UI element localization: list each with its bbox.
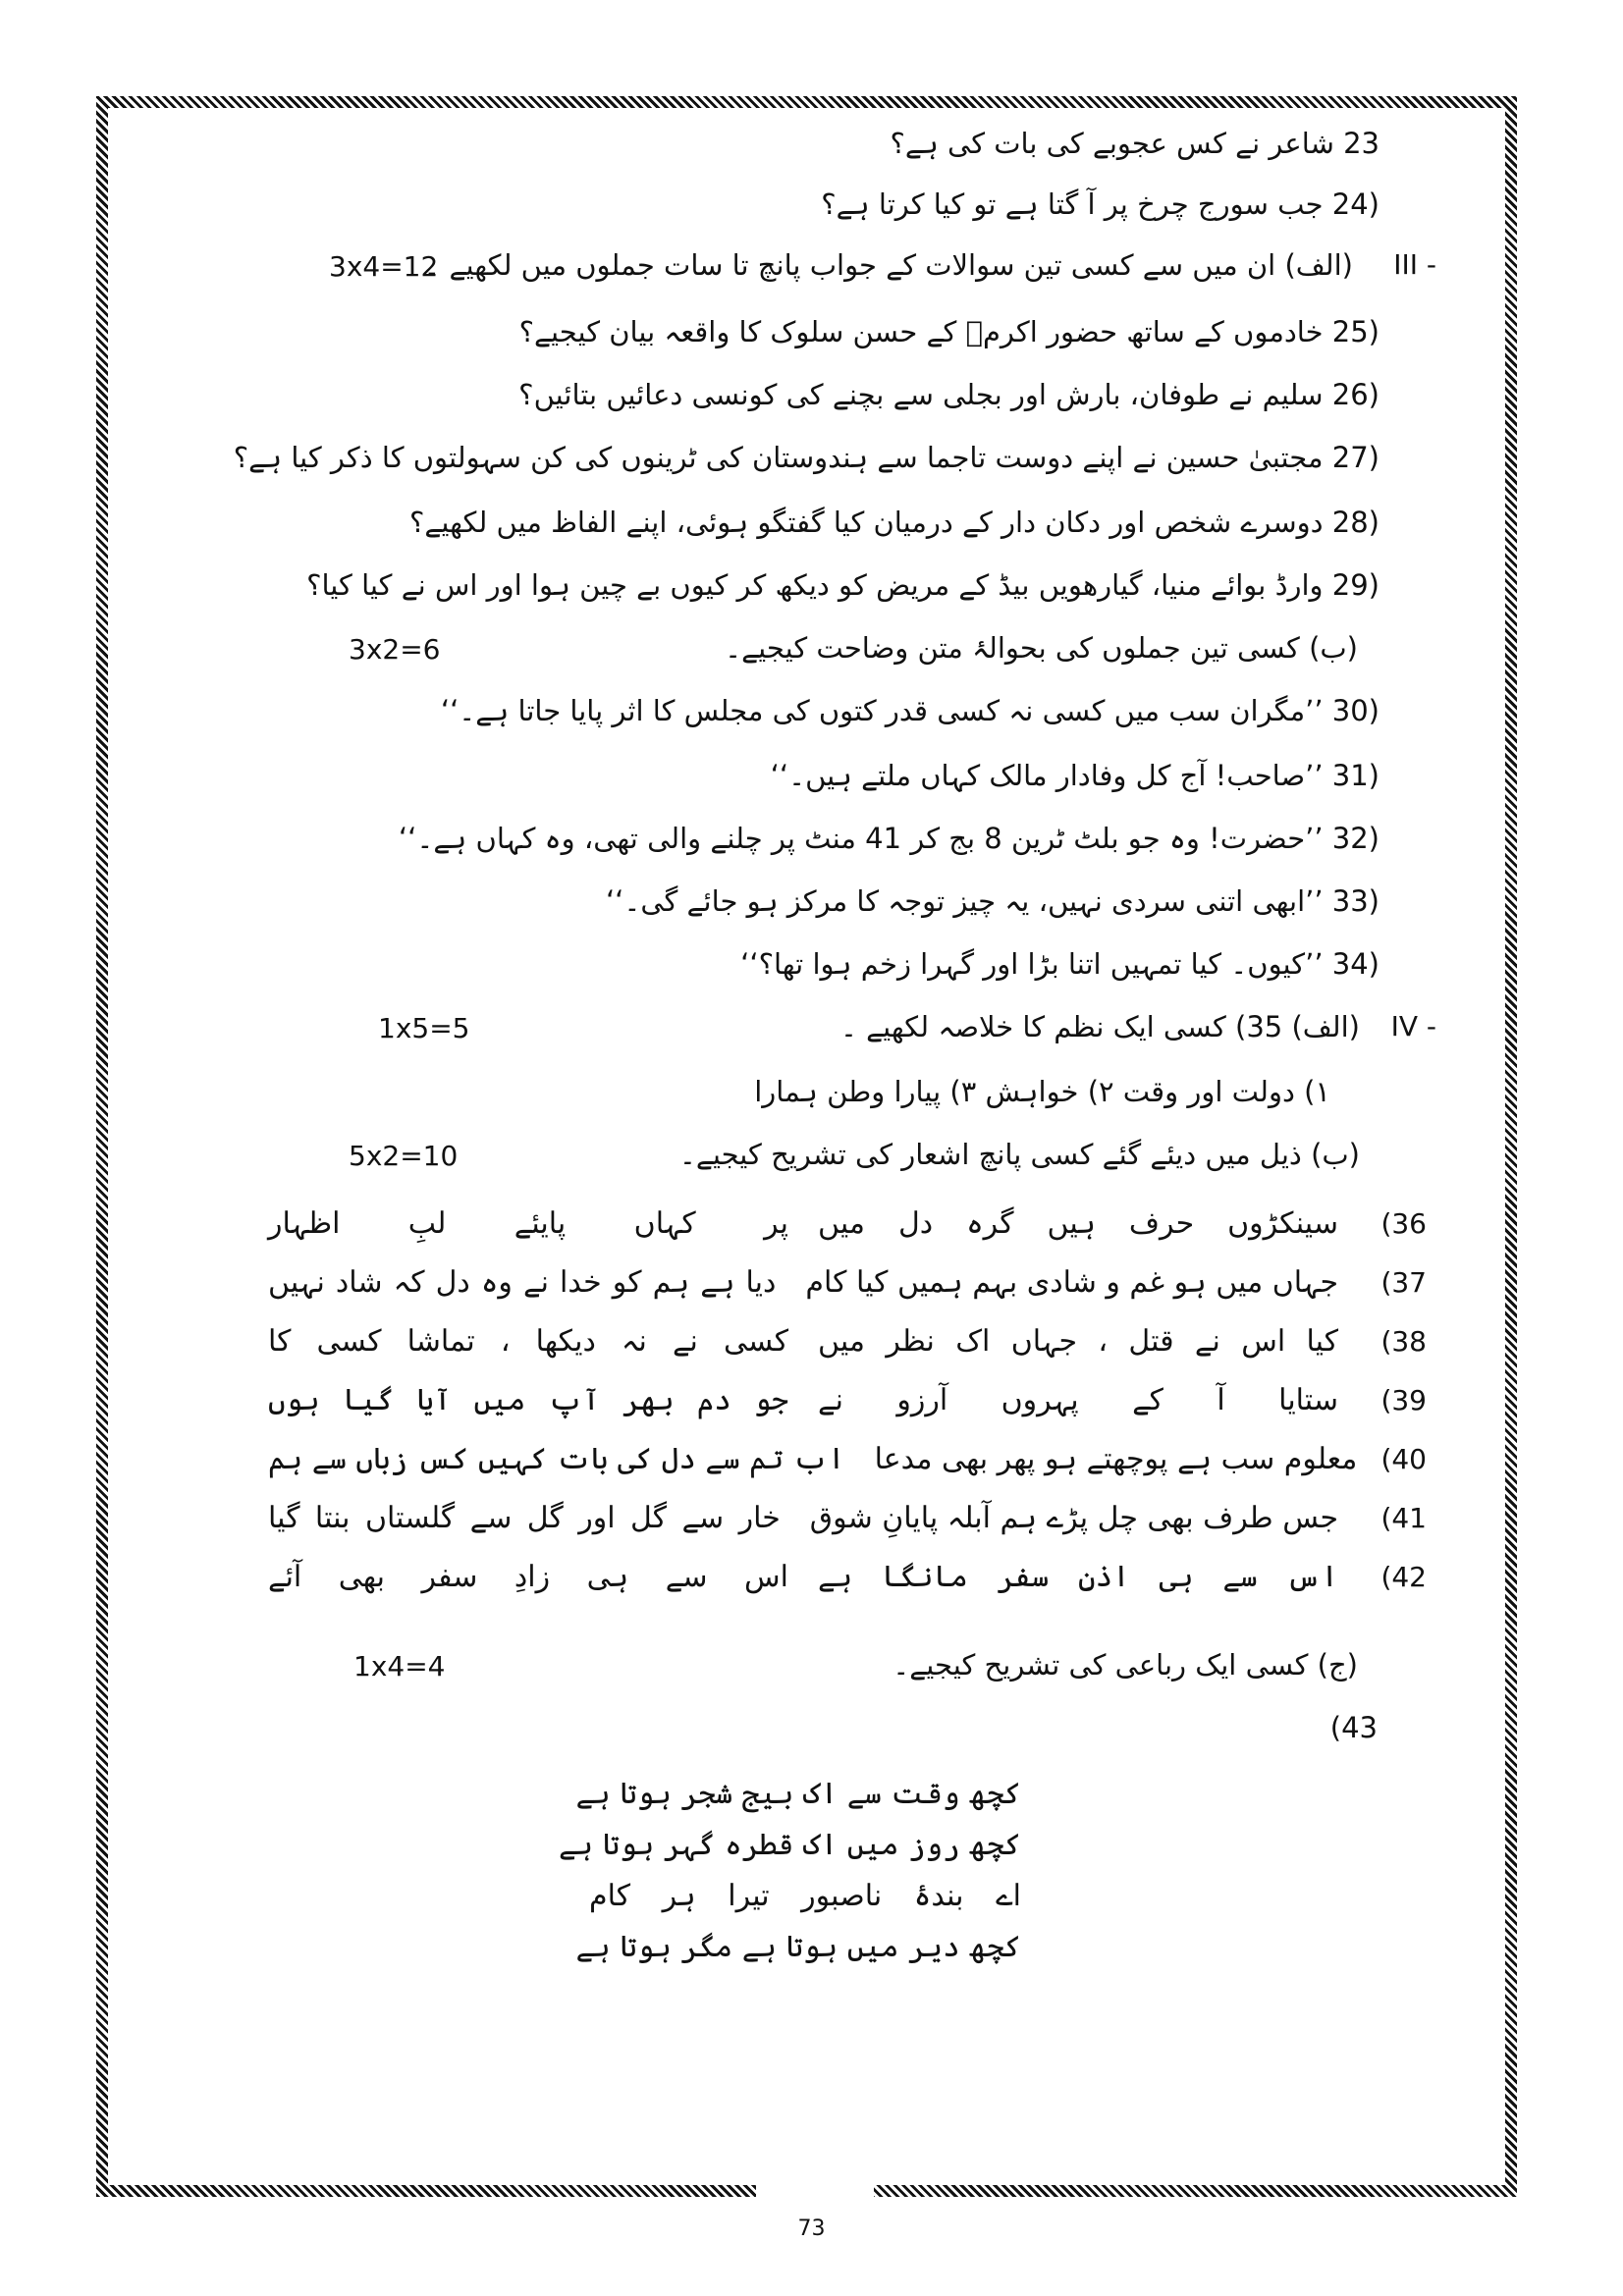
couplet-second-line: جو دم بھر آپ میں آیا گیا ہوں xyxy=(268,1382,788,1417)
section-4-heading: (الف) 35) کسی ایک نظم کا خلاصہ لکھیے ۔ xyxy=(839,1010,1360,1043)
poem-options: ۱) دولت اور وقت ۲) خواہش ۳) پیارا وطن ہمارا xyxy=(754,1075,1330,1108)
section-4b-heading: (ب) ذیل میں دیئے گئے کسی پانچ اشعار کی تشریح کیجیے۔ xyxy=(678,1138,1360,1171)
section-4-roman: IV - xyxy=(1390,1010,1436,1042)
rubai-line: کچھ دیر میں ہوتا ہے مگر ہوتا ہے xyxy=(575,1930,1021,1964)
section-4b-marks: 5x2=10 xyxy=(349,1140,459,1172)
couplet-number: (42 xyxy=(1380,1560,1427,1593)
rubai-line: اے بندۂ ناصبور تیرا ہر کام xyxy=(589,1879,1021,1913)
couplet-second-line: پر کہاں پایئے لبِ اظہار xyxy=(268,1205,788,1241)
couplet-first-line: سینکڑوں حرف ہیں گرہ دل میں xyxy=(818,1205,1338,1241)
couplet-row xyxy=(268,1549,1427,1604)
couplet-second-line: دیا ہے ہم کو خدا نے وہ دل کہ شاد نہیں xyxy=(268,1264,777,1300)
couplet-first-line: اس سے ہی اذنِ سفر مانگا ہے xyxy=(818,1559,1338,1594)
question-30: 30) ’’مگران سب میں کسی نہ کسی قدر کتوں کی مجلس کا اثر پایا جاتا ہے۔‘‘ xyxy=(440,694,1380,727)
couplet-row xyxy=(268,1431,1427,1486)
question-33: 33) ’’ابھی اتنی سردی نہیں، یہ چیز توجہ کا مرکز ہو جائے گی۔‘‘ xyxy=(605,884,1380,918)
question-25: 25) خادموں کے ساتھ حضور اکرمؐ کے حسن سلوک کا واقعہ بیان کیجیے؟ xyxy=(518,315,1380,348)
rubai-verse xyxy=(558,1777,1021,1981)
couplet-number: (39 xyxy=(1380,1383,1427,1416)
question-31: 31) ’’صاحب! آج کل وفادار مالک کہاں ملتے ہیں۔‘‘ xyxy=(770,759,1380,792)
couplet-second-line: اس سے ہی زادِ سفر بھی آئے xyxy=(268,1559,788,1594)
question-26: 26) سلیم نے طوفان، بارش اور بجلی سے بچنے کی کونسی دعائیں بتائیں؟ xyxy=(518,378,1380,411)
couplet-row xyxy=(268,1255,1427,1309)
question-34: 34) ’’کیوں۔ کیا تمہیں اتنا بڑا اور گہرا زخم ہوا تھا؟‘‘ xyxy=(740,947,1380,981)
question-24: 24) جب سورج چرخ پر آ گتا ہے تو کیا کرتا ہے؟ xyxy=(821,187,1380,221)
couplet-number: (40 xyxy=(1380,1442,1427,1475)
couplet-number: (37 xyxy=(1380,1265,1427,1299)
couplet-row xyxy=(268,1196,1427,1251)
couplet-number: (36 xyxy=(1380,1206,1427,1240)
section-4-marks: 1x5=5 xyxy=(378,1012,470,1044)
couplet-first-line: ستایا آ کے پہروں آرزو نے xyxy=(818,1382,1338,1417)
question-28: 28) دوسرے شخص اور دکان دار کے درمیان کیا گفتگو ہوئی، اپنے الفاظ میں لکھیے؟ xyxy=(408,506,1380,539)
couplet-row xyxy=(268,1490,1427,1545)
couplet-second-line: اب تم سے دل کی بات کہیں کس زباں سے ہم xyxy=(268,1441,845,1476)
section-3-heading: (الف) ان میں سے کسی تین سوالات کے جواب پانچ تا سات جملوں میں لکھیے ۔ xyxy=(423,248,1353,282)
question-23: 23 شاعر نے کس عجوبے کی بات کی ہے؟ xyxy=(890,127,1380,160)
couplet-first-line: جس طرف بھی چل پڑے ہم آبلہ پایانِ شوق xyxy=(809,1500,1338,1535)
couplet-second-line: کسی نے نہ دیکھا ، تماشا کسی کا xyxy=(268,1323,788,1359)
question-27: 27) مجتبیٰ حسین نے اپنے دوست تاجما سے ہندوستان کی ٹرینوں کی کن سہولتوں کا ذکر کیا ہے؟ xyxy=(233,441,1380,474)
rubai-line: کچھ روز میں اک قطرہ گہر ہوتا ہے xyxy=(558,1828,1021,1862)
section-3-roman: III - xyxy=(1393,248,1436,281)
couplet-number: (38 xyxy=(1380,1324,1427,1358)
couplet-first-line: کیا اس نے قتل ، جہاں اک نظر میں xyxy=(818,1323,1338,1359)
section-3b-heading: (ب) کسی تین جملوں کی بحوالۂ متن وضاحت کیجیے۔ xyxy=(725,631,1358,665)
question-43: (43 xyxy=(1329,1711,1378,1744)
rubai-marks: 1x4=4 xyxy=(353,1650,446,1682)
couplet-row xyxy=(268,1372,1427,1427)
question-32: 32) ’’حضرت! وہ جو بلٹ ٹرین 8 بج کر 41 منٹ پر چلنے والی تھی، وہ کہاں ہے۔‘‘ xyxy=(398,822,1380,855)
question-29: 29) وارڈ بوائے منیا، گیارھویں بیڈ کے مریض کو دیکھ کر کیوں بے چین ہوا اور اس نے کیا کیا؟ xyxy=(306,568,1380,602)
couplet-row xyxy=(268,1313,1427,1368)
couplet-first-line: معلوم سب ہے پوچھتے ہو پھر بھی مدعا xyxy=(874,1441,1358,1476)
couplet-first-line: جہاں میں ہو غم و شادی بہم ہمیں کیا کام xyxy=(805,1264,1338,1300)
page-number: 73 xyxy=(797,2216,826,2241)
section-3b-marks: 3x2=6 xyxy=(349,633,441,666)
couplet-number: (41 xyxy=(1380,1501,1427,1534)
rubai-line: کچھ وقت سے اک بیج شجر ہوتا ہے xyxy=(575,1777,1021,1811)
couplet-second-line: خار سے گل اور گل سے گلستاں بنتا گیا xyxy=(268,1500,781,1535)
section-3-marks: 3x4=12 xyxy=(329,250,439,283)
rubai-heading: (ج) کسی ایک رباعی کی تشریح کیجیے۔ xyxy=(893,1648,1358,1682)
